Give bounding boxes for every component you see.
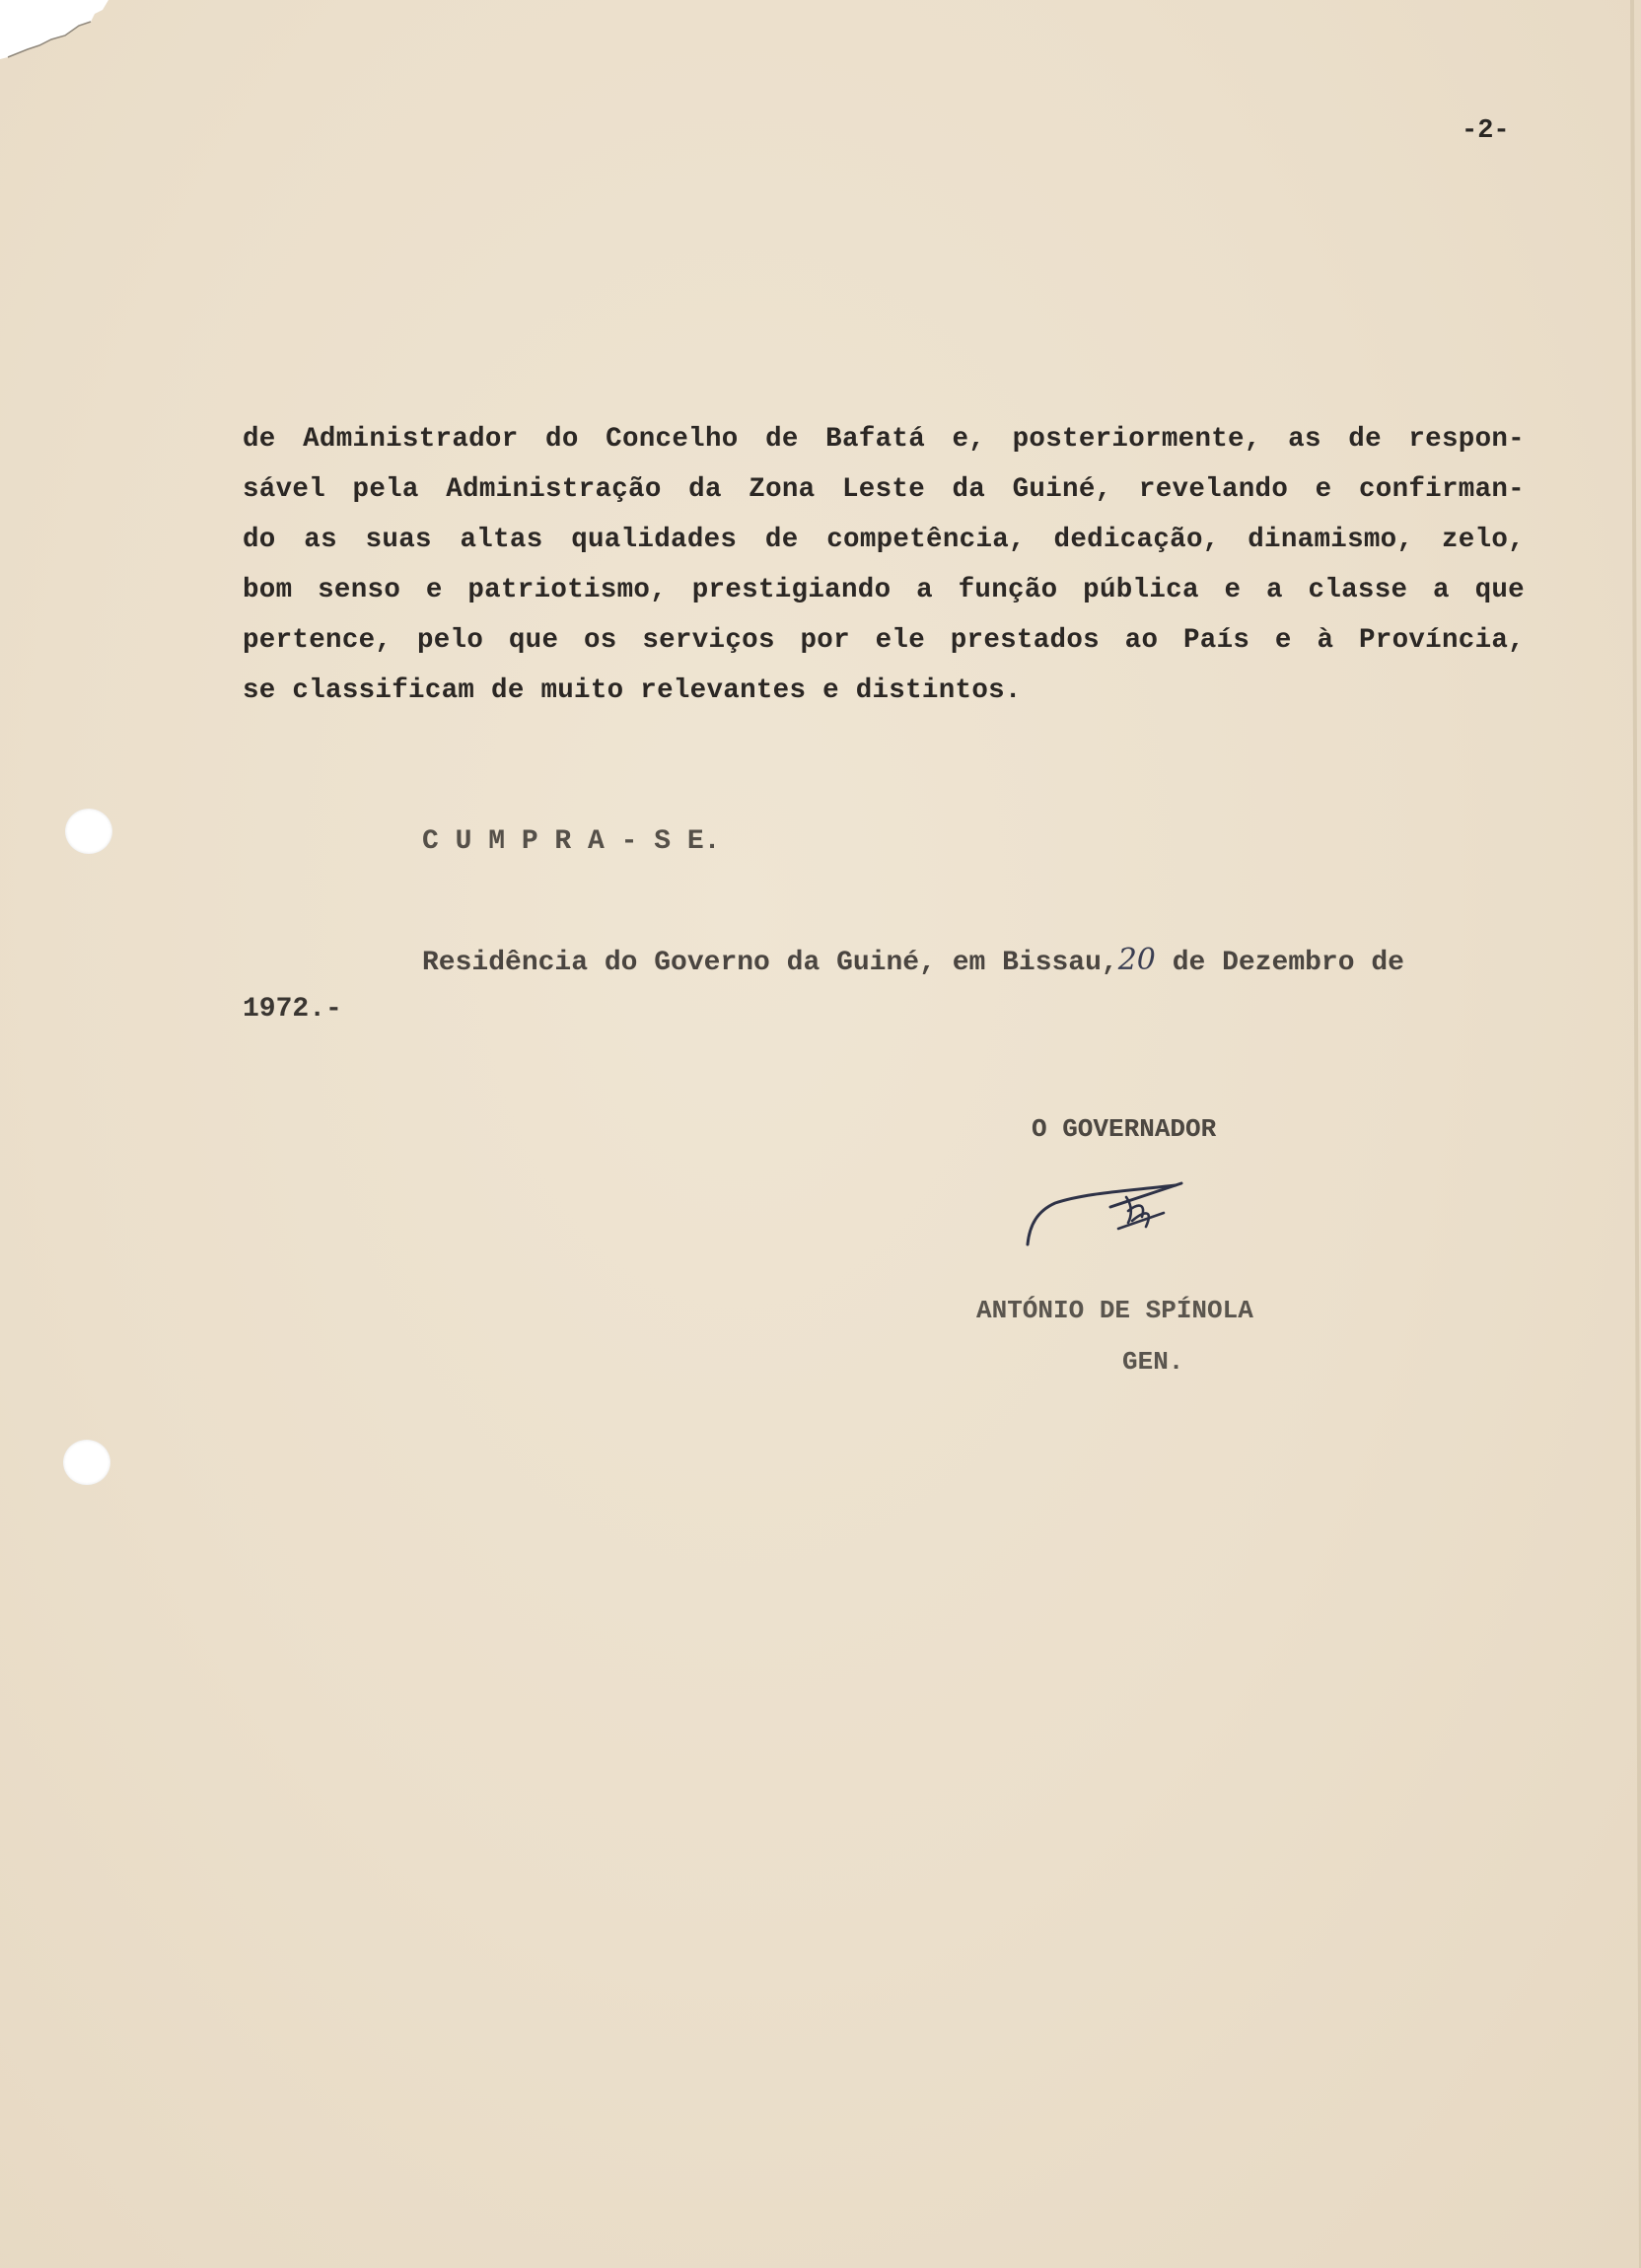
page-number: -2- [1462, 116, 1510, 146]
paragraph-line: sável pela Administração da Zona Leste da Guiné, revelando e confirman- [243, 474, 1525, 505]
dateline-prefix: Residência do Governo da Guiné, em Bissau, [422, 948, 1118, 978]
order-heading: C U M P R A - S E. [422, 826, 721, 857]
paragraph-line: bom senso e patriotismo, prestigiando a função pública e a classe a que [243, 575, 1525, 605]
signatory-name: ANTÓNIO DE SPÍNOLA [976, 1296, 1253, 1325]
paragraph-line: se classificam de muito relevantes e distintos. [243, 675, 1022, 706]
handwritten-day: 20 [1117, 943, 1156, 977]
paragraph-line: pertence, pelo que os serviços por ele prestados ao País e à Província, [243, 625, 1525, 656]
handwritten-signature [1016, 1164, 1193, 1252]
punch-hole-bottom [63, 1440, 110, 1485]
signatory-rank: GEN. [1122, 1347, 1184, 1377]
dateline-suffix: de Dezembro de [1155, 948, 1404, 978]
body-paragraph [243, 424, 1525, 726]
dateline [422, 943, 1481, 978]
signatory-title: O GOVERNADOR [1032, 1114, 1217, 1144]
paragraph-line: do as suas altas qualidades de competência, dedicação, dinamismo, zelo, [243, 525, 1525, 555]
dateline-year: 1972.- [243, 994, 342, 1025]
punch-hole-top [65, 809, 112, 854]
paragraph-line: de Administrador do Concelho de Bafatá e, posteriormente, as de respon- [243, 424, 1525, 455]
